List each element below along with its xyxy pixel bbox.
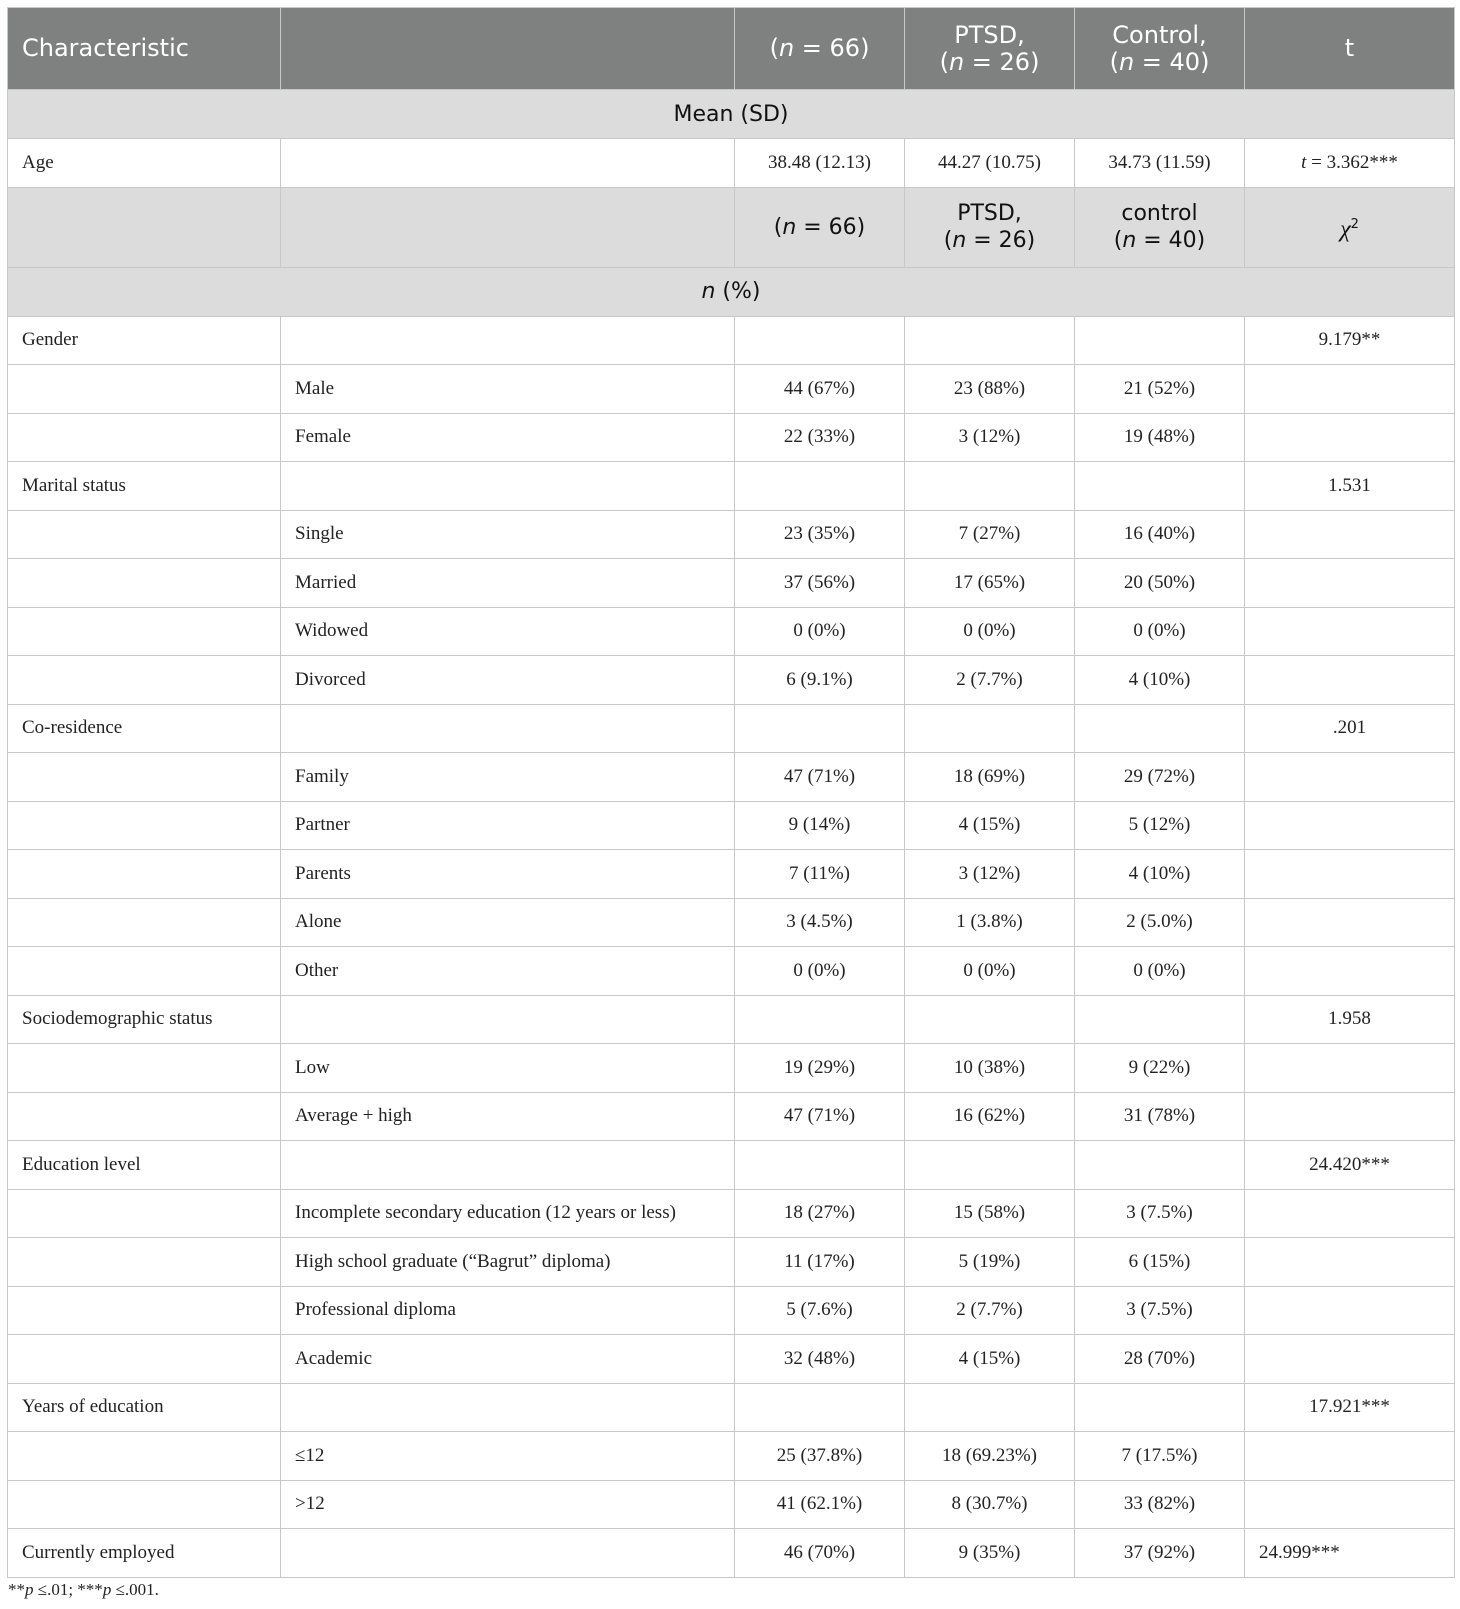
row-control: 2 (5.0%) [1075, 898, 1245, 947]
age-row [8, 139, 1455, 188]
row-item: Divorced [281, 656, 735, 705]
row-ptsd: 7 (27%) [905, 510, 1075, 559]
row-control: 29 (72%) [1075, 753, 1245, 802]
row-item: Professional diploma [281, 1286, 735, 1335]
row-total [735, 1383, 905, 1432]
row-ptsd: 4 (15%) [905, 1335, 1075, 1384]
row-control [1075, 1383, 1245, 1432]
table-row [8, 413, 1455, 462]
table-row [8, 1044, 1455, 1093]
table-row [8, 559, 1455, 608]
header-stat: t [1245, 8, 1455, 90]
sub2-stat: $\chi^2$ [1245, 187, 1455, 267]
header-total: (n = 66) [735, 8, 905, 90]
row-stat [1245, 1286, 1455, 1335]
sub2-blank-1 [8, 187, 281, 267]
row-ptsd: 2 (7.7%) [905, 656, 1075, 705]
table-row [8, 656, 1455, 705]
row-total [735, 462, 905, 511]
table-row [8, 1335, 1455, 1384]
row-stat [1245, 898, 1455, 947]
row-ptsd: 8 (30.7%) [905, 1480, 1075, 1529]
row-stat [1245, 1189, 1455, 1238]
demographics-table [7, 7, 1455, 1578]
row-control: 7 (17.5%) [1075, 1432, 1245, 1481]
row-control: 3 (7.5%) [1075, 1189, 1245, 1238]
row-ptsd: 23 (88%) [905, 365, 1075, 414]
row-category: Marital status [8, 462, 281, 511]
sub2-total: (n = 66) [735, 187, 905, 267]
row-item [281, 1141, 735, 1190]
table-row [8, 1529, 1455, 1578]
row-total: 23 (35%) [735, 510, 905, 559]
row-stat [1245, 559, 1455, 608]
row-total: 41 (62.1%) [735, 1480, 905, 1529]
row-item: Single [281, 510, 735, 559]
row-ptsd [905, 316, 1075, 365]
table-row [8, 607, 1455, 656]
footnote: **p ≤.01; ***p ≤.001. [8, 1580, 159, 1599]
table-row [8, 316, 1455, 365]
row-stat [1245, 1044, 1455, 1093]
row-total: 0 (0%) [735, 607, 905, 656]
row-control [1075, 316, 1245, 365]
row-item: Average + high [281, 1092, 735, 1141]
row-stat [1245, 365, 1455, 414]
subheader2-row [8, 187, 1455, 267]
row-ptsd [905, 1141, 1075, 1190]
row-category [8, 753, 281, 802]
row-category [8, 510, 281, 559]
row-category [8, 413, 281, 462]
row-control [1075, 704, 1245, 753]
row-stat [1245, 1092, 1455, 1141]
row-stat [1245, 801, 1455, 850]
row-category [8, 1432, 281, 1481]
row-stat [1245, 1238, 1455, 1287]
row-total: 46 (70%) [735, 1529, 905, 1578]
row-ptsd [905, 704, 1075, 753]
age-control: 34.73 (11.59) [1075, 139, 1245, 188]
row-category: Sociodemographic status [8, 995, 281, 1044]
row-control: 19 (48%) [1075, 413, 1245, 462]
row-stat [1245, 413, 1455, 462]
row-item: Incomplete secondary education (12 years or less) [281, 1189, 735, 1238]
row-category [8, 898, 281, 947]
row-control: 4 (10%) [1075, 656, 1245, 705]
row-item: Female [281, 413, 735, 462]
row-total: 6 (9.1%) [735, 656, 905, 705]
row-total: 3 (4.5%) [735, 898, 905, 947]
row-item: >12 [281, 1480, 735, 1529]
header-blank [281, 8, 735, 90]
table-row [8, 753, 1455, 802]
row-category [8, 947, 281, 996]
row-item [281, 704, 735, 753]
row-stat [1245, 753, 1455, 802]
row-category [8, 801, 281, 850]
row-ptsd: 3 (12%) [905, 850, 1075, 899]
row-item [281, 1383, 735, 1432]
row-stat: 24.420*** [1245, 1141, 1455, 1190]
row-ptsd: 15 (58%) [905, 1189, 1075, 1238]
table-row [8, 1480, 1455, 1529]
row-item: Other [281, 947, 735, 996]
row-category [8, 607, 281, 656]
table-row [8, 1238, 1455, 1287]
sub2-blank-2 [281, 187, 735, 267]
row-total [735, 995, 905, 1044]
row-ptsd: 18 (69.23%) [905, 1432, 1075, 1481]
row-ptsd: 9 (35%) [905, 1529, 1075, 1578]
mean-band-row [8, 90, 1455, 139]
age-ptsd: 44.27 (10.75) [905, 139, 1075, 188]
row-stat: 17.921*** [1245, 1383, 1455, 1432]
row-control [1075, 995, 1245, 1044]
table-row [8, 995, 1455, 1044]
row-category [8, 1335, 281, 1384]
row-category [8, 1480, 281, 1529]
row-control: 6 (15%) [1075, 1238, 1245, 1287]
row-control: 3 (7.5%) [1075, 1286, 1245, 1335]
row-control: 33 (82%) [1075, 1480, 1245, 1529]
row-stat: 9.179** [1245, 316, 1455, 365]
row-stat: 1.531 [1245, 462, 1455, 511]
table-row [8, 1092, 1455, 1141]
row-item [281, 995, 735, 1044]
table-row [8, 704, 1455, 753]
table-row [8, 947, 1455, 996]
row-control: 5 (12%) [1075, 801, 1245, 850]
row-ptsd: 2 (7.7%) [905, 1286, 1075, 1335]
age-label: Age [8, 139, 281, 188]
row-stat [1245, 1480, 1455, 1529]
row-category: Education level [8, 1141, 281, 1190]
row-stat [1245, 607, 1455, 656]
row-total: 47 (71%) [735, 753, 905, 802]
table-row [8, 510, 1455, 559]
row-control: 16 (40%) [1075, 510, 1245, 559]
table-row [8, 1189, 1455, 1238]
row-total: 22 (33%) [735, 413, 905, 462]
row-control: 0 (0%) [1075, 947, 1245, 996]
row-control: 37 (92%) [1075, 1529, 1245, 1578]
row-item: Parents [281, 850, 735, 899]
header-characteristic: Characteristic [8, 8, 281, 90]
row-total: 44 (67%) [735, 365, 905, 414]
row-item: Married [281, 559, 735, 608]
n-band: n (%) [8, 267, 1455, 316]
sub2-ptsd: PTSD, (n = 26) [905, 187, 1075, 267]
row-total [735, 704, 905, 753]
row-ptsd: 16 (62%) [905, 1092, 1075, 1141]
row-total: 19 (29%) [735, 1044, 905, 1093]
row-stat [1245, 510, 1455, 559]
row-ptsd: 0 (0%) [905, 607, 1075, 656]
row-total: 32 (48%) [735, 1335, 905, 1384]
age-total: 38.48 (12.13) [735, 139, 905, 188]
row-ptsd: 0 (0%) [905, 947, 1075, 996]
n-band-row [8, 267, 1455, 316]
row-total [735, 316, 905, 365]
row-item: High school graduate (“Bagrut” diploma) [281, 1238, 735, 1287]
row-item: Alone [281, 898, 735, 947]
row-category [8, 1044, 281, 1093]
row-item: ≤12 [281, 1432, 735, 1481]
row-item: Family [281, 753, 735, 802]
table-row [8, 850, 1455, 899]
row-control: 9 (22%) [1075, 1044, 1245, 1093]
row-control: 28 (70%) [1075, 1335, 1245, 1384]
row-category [8, 559, 281, 608]
row-total: 18 (27%) [735, 1189, 905, 1238]
row-total: 47 (71%) [735, 1092, 905, 1141]
row-total [735, 1141, 905, 1190]
row-ptsd: 17 (65%) [905, 559, 1075, 608]
table-row [8, 1286, 1455, 1335]
row-ptsd: 3 (12%) [905, 413, 1075, 462]
table-row [8, 801, 1455, 850]
row-category [8, 1238, 281, 1287]
row-item: Academic [281, 1335, 735, 1384]
table-row [8, 365, 1455, 414]
row-stat: 1.958 [1245, 995, 1455, 1044]
table-row [8, 1432, 1455, 1481]
row-ptsd: 18 (69%) [905, 753, 1075, 802]
mean-band: Mean (SD) [8, 90, 1455, 139]
table-row [8, 1141, 1455, 1190]
row-category [8, 365, 281, 414]
sub2-control: control (n = 40) [1075, 187, 1245, 267]
row-total: 25 (37.8%) [735, 1432, 905, 1481]
row-ptsd: 1 (3.8%) [905, 898, 1075, 947]
table-row [8, 1383, 1455, 1432]
row-total: 37 (56%) [735, 559, 905, 608]
row-ptsd [905, 995, 1075, 1044]
row-item [281, 462, 735, 511]
row-category: Currently employed [8, 1529, 281, 1578]
header-control: Control, (n = 40) [1075, 8, 1245, 90]
row-item [281, 316, 735, 365]
row-ptsd: 4 (15%) [905, 801, 1075, 850]
row-control [1075, 462, 1245, 511]
age-blank [281, 139, 735, 188]
row-item: Partner [281, 801, 735, 850]
row-category: Gender [8, 316, 281, 365]
row-total: 11 (17%) [735, 1238, 905, 1287]
row-item [281, 1529, 735, 1578]
row-category [8, 1286, 281, 1335]
row-control: 20 (50%) [1075, 559, 1245, 608]
row-control [1075, 1141, 1245, 1190]
age-stat: t = 3.362*** [1245, 139, 1455, 188]
row-category [8, 656, 281, 705]
table-row [8, 898, 1455, 947]
row-total: 0 (0%) [735, 947, 905, 996]
row-ptsd: 5 (19%) [905, 1238, 1075, 1287]
row-item: Male [281, 365, 735, 414]
row-control: 31 (78%) [1075, 1092, 1245, 1141]
row-stat [1245, 947, 1455, 996]
row-item: Low [281, 1044, 735, 1093]
row-category: Co-residence [8, 704, 281, 753]
row-control: 4 (10%) [1075, 850, 1245, 899]
row-category [8, 850, 281, 899]
table-header-row [8, 8, 1455, 90]
row-ptsd [905, 462, 1075, 511]
row-category [8, 1189, 281, 1238]
row-control: 0 (0%) [1075, 607, 1245, 656]
row-total: 9 (14%) [735, 801, 905, 850]
row-stat [1245, 656, 1455, 705]
row-total: 7 (11%) [735, 850, 905, 899]
header-ptsd: PTSD, (n = 26) [905, 8, 1075, 90]
row-ptsd: 10 (38%) [905, 1044, 1075, 1093]
row-item: Widowed [281, 607, 735, 656]
row-ptsd [905, 1383, 1075, 1432]
row-category: Years of education [8, 1383, 281, 1432]
table-row [8, 462, 1455, 511]
row-stat: .201 [1245, 704, 1455, 753]
row-control: 21 (52%) [1075, 365, 1245, 414]
row-total: 5 (7.6%) [735, 1286, 905, 1335]
row-stat [1245, 1432, 1455, 1481]
row-stat [1245, 850, 1455, 899]
row-stat: 24.999*** [1245, 1529, 1455, 1578]
row-category [8, 1092, 281, 1141]
row-stat [1245, 1335, 1455, 1384]
